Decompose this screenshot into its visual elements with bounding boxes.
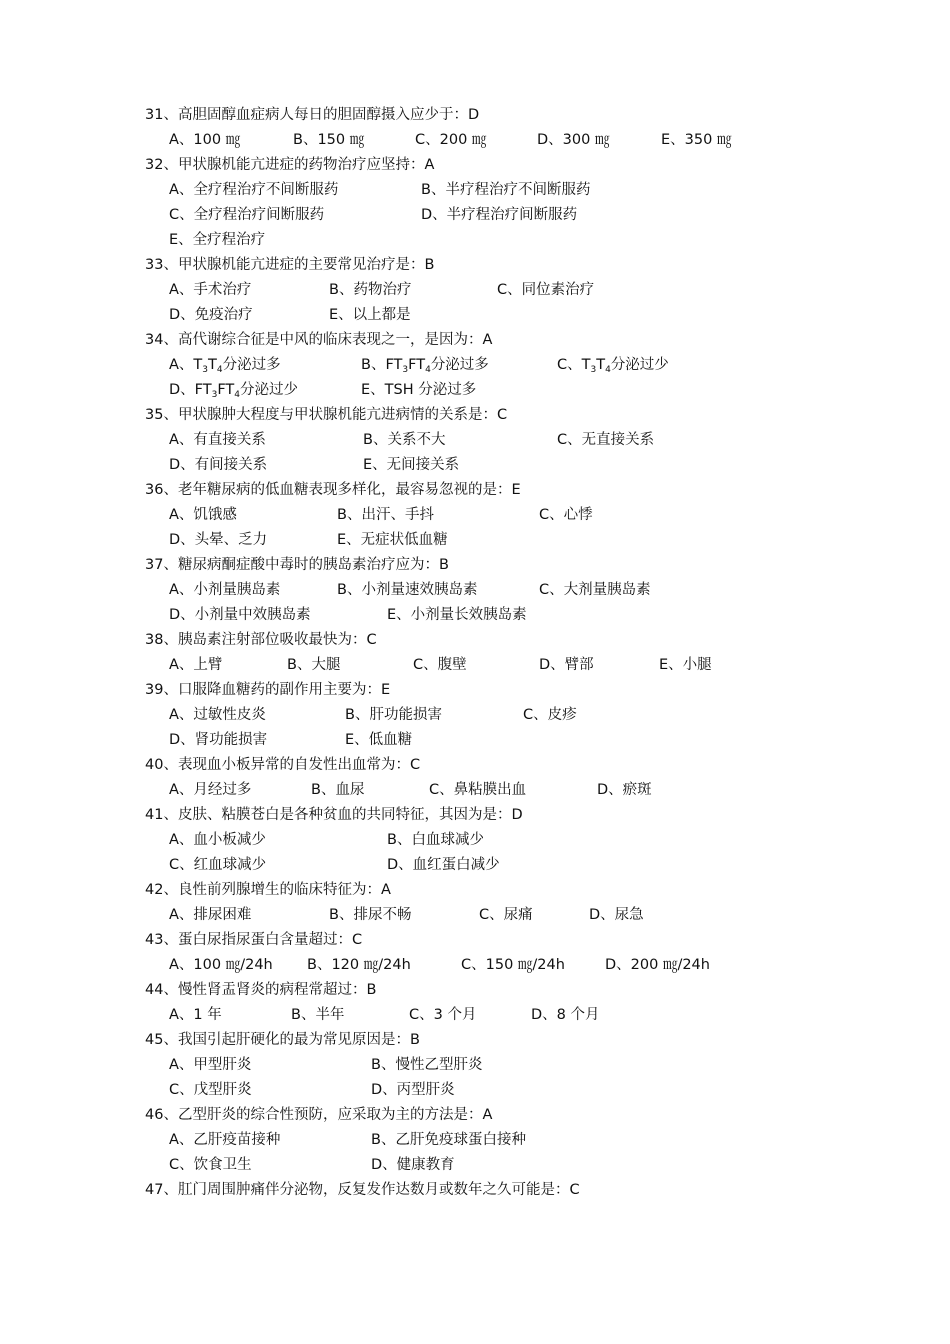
answer-option: E、无症状低血糖	[337, 532, 448, 548]
option-row	[145, 1053, 905, 1078]
option-row	[145, 953, 905, 978]
answer-option: A、过敏性皮炎	[169, 707, 266, 723]
answer-option: C、大剂量胰岛素	[539, 582, 651, 598]
question-stem: 33、甲状腺机能亢进症的主要常见治疗是：B	[145, 257, 435, 273]
question-stem: 46、乙型肝炎的综合性预防，应采取为主的方法是：A	[145, 1107, 493, 1123]
question-stem: 36、老年糖尿病的低血糖表现多样化，最容易忽视的是：E	[145, 482, 521, 498]
option-row	[145, 528, 905, 553]
answer-option: C、无直接关系	[557, 432, 655, 448]
question-stem: 35、甲状腺肿大程度与甲状腺机能亢进病情的关系是：C	[145, 407, 508, 423]
answer-option: C、皮疹	[523, 707, 577, 723]
option-row	[145, 828, 905, 853]
answer-option: A、1 年	[169, 1007, 222, 1023]
answer-option: C、心悸	[539, 507, 593, 523]
option-row	[145, 503, 905, 528]
answer-option: C、150 ㎎/24h	[461, 957, 565, 973]
answer-option: C、红血球减少	[169, 857, 267, 873]
question-stem: 43、蛋白尿指尿蛋白含量超过：C	[145, 932, 363, 948]
option-row	[145, 1003, 905, 1028]
answer-option: B、白血球减少	[387, 832, 484, 848]
question-stem: 31、高胆固醇血症病人每日的胆固醇摄入应少于：D	[145, 107, 480, 123]
answer-option: A、$T_3T_4$分泌过多	[169, 357, 281, 375]
answer-option: E、350 ㎎	[661, 132, 732, 148]
option-row	[145, 853, 905, 878]
question-stem: 39、口服降血糖药的副作用主要为：E	[145, 682, 391, 698]
answer-option: B、$FT_3FT_4$分泌过多	[361, 357, 489, 375]
option-row	[145, 453, 905, 478]
answer-option: D、肾功能损害	[169, 732, 268, 748]
answer-option: B、小剂量速效胰岛素	[337, 582, 478, 598]
answer-option: B、排尿不畅	[329, 907, 412, 923]
answer-option: D、头晕、乏力	[169, 532, 268, 548]
option-row	[145, 178, 905, 203]
option-row	[145, 303, 905, 328]
answer-option: A、全疗程治疗不间断服药	[169, 182, 339, 198]
answer-option: B、半疗程治疗不间断服药	[421, 182, 591, 198]
option-row	[145, 653, 905, 678]
answer-option: A、上臂	[169, 657, 223, 673]
answer-option: D、血红蛋白减少	[387, 857, 500, 873]
answer-option: C、戊型肝炎	[169, 1082, 252, 1098]
answer-option: B、乙肝免疫球蛋白接种	[371, 1132, 526, 1148]
question-stem: 37、糖尿病酮症酸中毒时的胰岛素治疗应为：B	[145, 557, 449, 573]
answer-option: B、血尿	[311, 782, 365, 798]
option-row	[145, 903, 905, 928]
answer-option: E、低血糖	[345, 732, 413, 748]
answer-option: A、排尿困难	[169, 907, 252, 923]
answer-option: C、腹壁	[413, 657, 467, 673]
answer-option: D、瘀斑	[597, 782, 652, 798]
question-stem: 44、慢性肾盂肾炎的病程常超过：B	[145, 982, 377, 998]
answer-option: D、丙型肝炎	[371, 1082, 455, 1098]
answer-option: E、小腿	[659, 657, 712, 673]
option-row	[145, 353, 905, 378]
answer-option: C、鼻粘膜出血	[429, 782, 527, 798]
answer-option: D、8 个月	[531, 1007, 600, 1023]
option-row	[145, 128, 905, 153]
option-row	[145, 778, 905, 803]
answer-option: D、半疗程治疗间断服药	[421, 207, 578, 223]
question-stem: 40、表现血小板异常的自发性出血常为：C	[145, 757, 421, 773]
answer-option: A、甲型肝炎	[169, 1057, 252, 1073]
option-row	[145, 278, 905, 303]
option-row	[145, 703, 905, 728]
answer-option: C、同位素治疗	[497, 282, 595, 298]
answer-option: D、小剂量中效胰岛素	[169, 607, 311, 623]
answer-option: B、肝功能损害	[345, 707, 442, 723]
option-row	[145, 203, 905, 228]
option-row	[145, 728, 905, 753]
option-row	[145, 1078, 905, 1103]
answer-option: A、月经过多	[169, 782, 252, 798]
answer-option: B、半年	[291, 1007, 345, 1023]
answer-option: E、TSH 分泌过多	[361, 382, 477, 398]
answer-option: D、200 ㎎/24h	[605, 957, 710, 973]
answer-option: C、全疗程治疗间断服药	[169, 207, 325, 223]
answer-option: C、饮食卫生	[169, 1157, 252, 1173]
option-row	[145, 578, 905, 603]
answer-option: A、手术治疗	[169, 282, 252, 298]
answer-option: D、尿急	[589, 907, 644, 923]
question-stem: 42、良性前列腺增生的临床特征为：A	[145, 882, 391, 898]
answer-option: B、药物治疗	[329, 282, 412, 298]
question-stem: 47、肛门周围肿痛伴分泌物，反复发作达数月或数年之久可能是：C	[145, 1182, 580, 1198]
answer-option: E、无间接关系	[363, 457, 460, 473]
question-stem: 38、胰岛素注射部位吸收最快为：C	[145, 632, 377, 648]
answer-option: D、300 ㎎	[537, 132, 610, 148]
answer-option: B、出汗、手抖	[337, 507, 434, 523]
answer-option: D、健康教育	[371, 1157, 455, 1173]
option-row	[145, 603, 905, 628]
question-stem: 45、我国引起肝硬化的最为常见原因是：B	[145, 1032, 420, 1048]
answer-option: A、血小板减少	[169, 832, 266, 848]
option-row	[145, 428, 905, 453]
answer-option: D、臂部	[539, 657, 594, 673]
option-row	[145, 228, 905, 253]
option-row	[145, 1128, 905, 1153]
answer-option: A、小剂量胰岛素	[169, 582, 281, 598]
answer-option: E、小剂量长效胰岛素	[387, 607, 527, 623]
answer-option: A、100 ㎎/24h	[169, 957, 273, 973]
answer-option: C、尿痛	[479, 907, 533, 923]
answer-option: E、全疗程治疗	[169, 232, 266, 248]
answer-option: B、关系不大	[363, 432, 446, 448]
answer-option: A、饥饿感	[169, 507, 237, 523]
exam-document	[145, 103, 905, 1203]
question-stem: 34、高代谢综合征是中风的临床表现之一，是因为：A	[145, 332, 493, 348]
answer-option: C、3 个月	[409, 1007, 477, 1023]
answer-option: C、$T_3T_4$分泌过少	[557, 357, 669, 375]
answer-option: B、120 ㎎/24h	[307, 957, 411, 973]
answer-option: A、乙肝疫苗接种	[169, 1132, 281, 1148]
answer-option: D、免疫治疗	[169, 307, 253, 323]
question-stem: 41、皮肤、粘膜苍白是各种贫血的共同特征，其因为是：D	[145, 807, 523, 823]
answer-option: D、有间接关系	[169, 457, 268, 473]
answer-option: B、大腿	[287, 657, 341, 673]
answer-option: D、$FT_3FT_4$分泌过少	[169, 382, 299, 400]
option-row	[145, 378, 905, 403]
answer-option: C、200 ㎎	[415, 132, 487, 148]
answer-option: E、以上都是	[329, 307, 411, 323]
answer-option: B、150 ㎎	[293, 132, 365, 148]
question-stem: 32、甲状腺机能亢进症的药物治疗应坚持：A	[145, 157, 435, 173]
answer-option: B、慢性乙型肝炎	[371, 1057, 483, 1073]
option-row	[145, 1153, 905, 1178]
answer-option: A、100 ㎎	[169, 132, 241, 148]
answer-option: A、有直接关系	[169, 432, 266, 448]
